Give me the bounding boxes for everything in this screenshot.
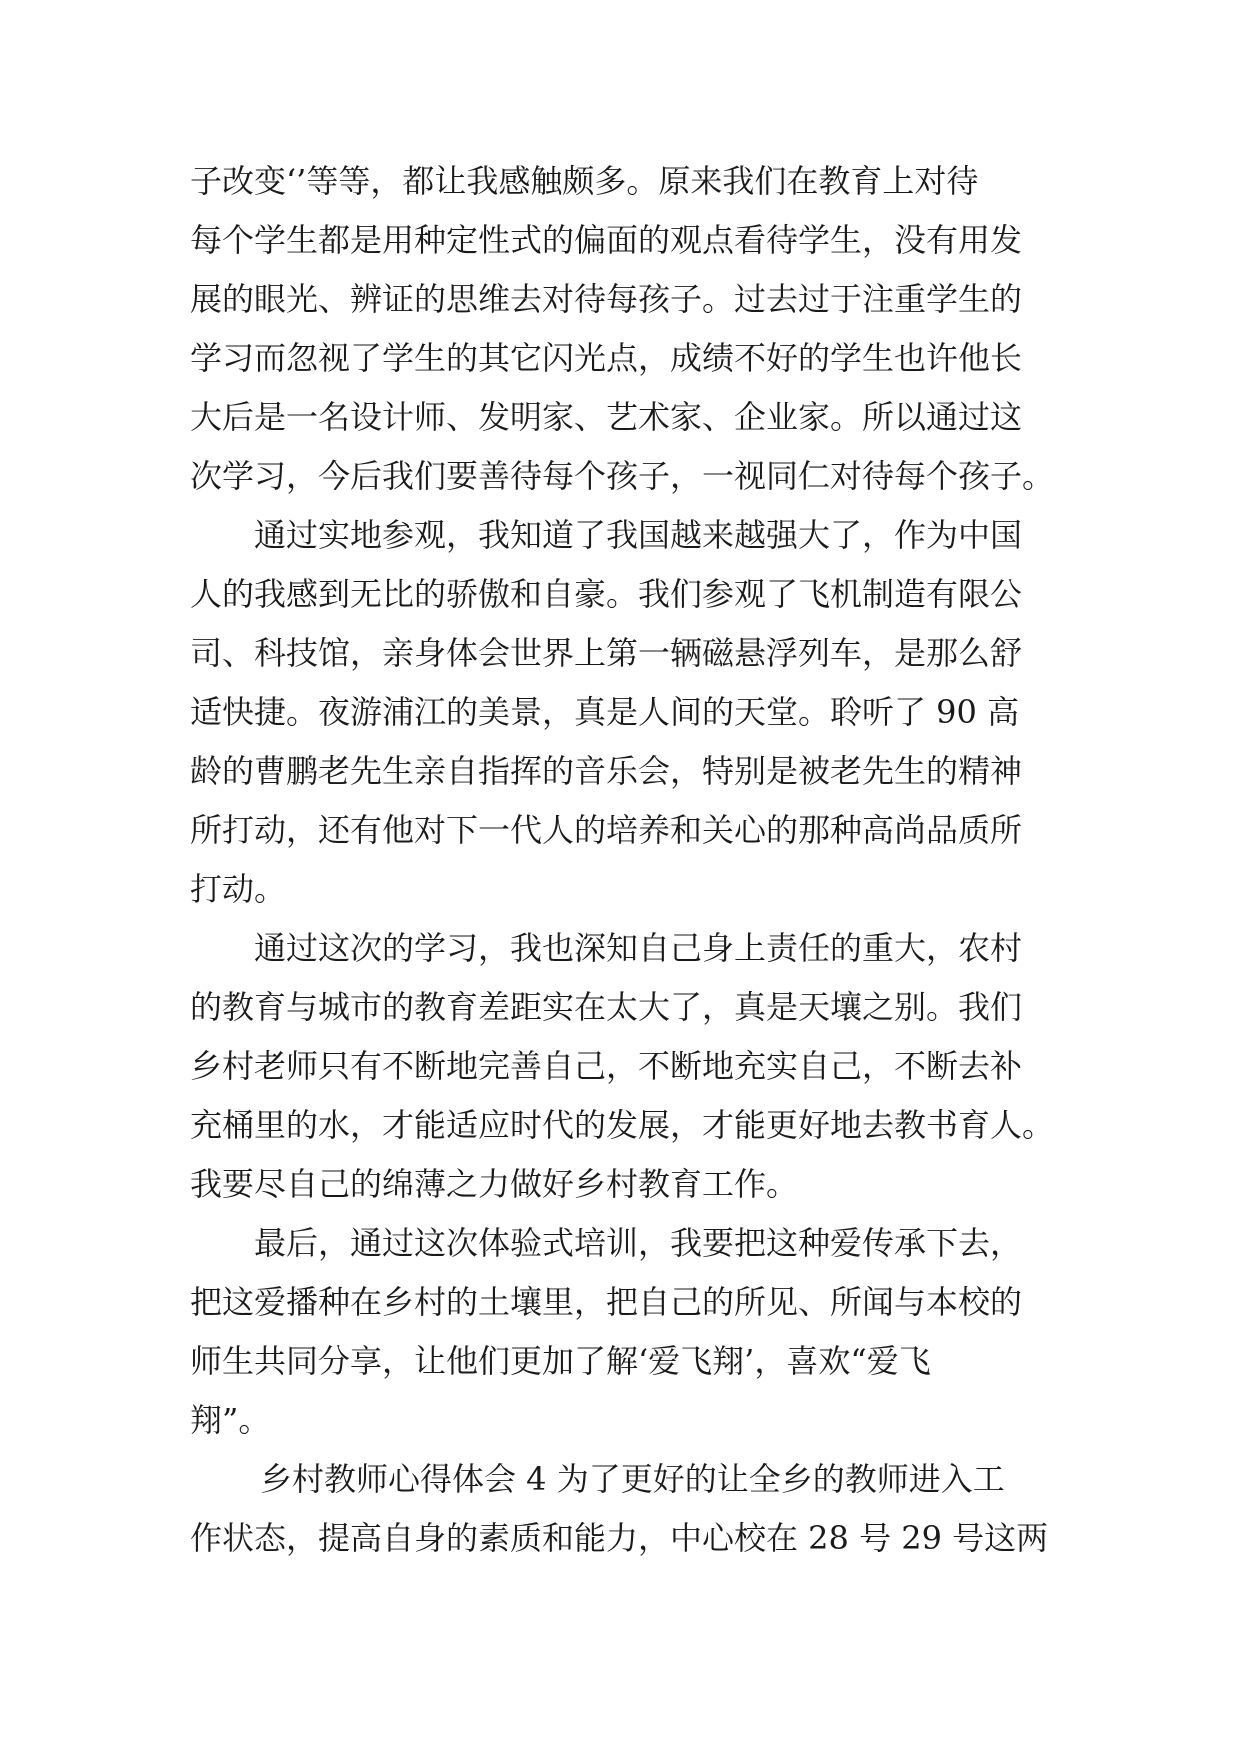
- text-line: 子改变‘’等等，都让我感触颇多。原来我们在教育上对待: [190, 162, 979, 200]
- text-line: 大后是一名设计师、发明家、艺术家、企业家。所以通过这: [190, 398, 1023, 436]
- text-line: 人的我感到无比的骄傲和自豪。我们参观了飞机制造有限公: [190, 575, 1023, 613]
- text-line: 展的眼光、辨证的思维去对待每孩子。过去过于注重学生的: [190, 280, 1023, 318]
- body-text: [190, 152, 1060, 1568]
- text-line: 的教育与城市的教育差距实在太大了，真是天壤之别。我们: [190, 988, 1023, 1026]
- text-line: 师生共同分享，让他们更加了解‘爱飞翔’，喜欢“爱飞: [190, 1342, 931, 1380]
- text-line: 适快捷。夜游浦江的美景，真是人间的天堂。聆听了 90 高: [190, 693, 1020, 731]
- text-line: 司、科技馆，亲身体会世界上第一辆磁悬浮列车，是那么舒: [190, 634, 1023, 672]
- text-line: 充桶里的水，才能适应时代的发展，才能更好地去教书育人。: [190, 1106, 1055, 1144]
- text-line: 所打动，还有他对下一代人的培养和关心的那种高尚品质所: [190, 811, 1023, 849]
- text-line: 乡村老师只有不断地完善自己，不断地充实自己，不断去补: [190, 1047, 1023, 1085]
- text-line: 我要尽自己的绵薄之力做好乡村教育工作。: [190, 1165, 799, 1203]
- text-line: 把这爱播种在乡村的土壤里，把自己的所见、所闻与本校的: [190, 1283, 1023, 1321]
- text-line: 翔”。: [190, 1401, 271, 1439]
- text-line: 打动。: [190, 870, 287, 908]
- text-line: 乡村教师心得体会 4 为了更好的让全乡的教师进入工: [260, 1460, 1005, 1498]
- text-line: 学习而忽视了学生的其它闪光点，成绩不好的学生也许他长: [190, 339, 1023, 377]
- text-line: 通过实地参观，我知道了我国越来越强大了，作为中国: [254, 516, 1023, 554]
- text-line: 每个学生都是用种定性式的偏面的观点看待学生，没有用发: [190, 221, 1023, 259]
- text-line: 最后，通过这次体验式培训，我要把这种爱传承下去，: [254, 1224, 1023, 1262]
- text-line: 通过这次的学习，我也深知自己身上责任的重大，农村: [254, 929, 1023, 967]
- text-line: 龄的曹鹏老先生亲自指挥的音乐会，特别是被老先生的精神: [190, 752, 1023, 790]
- text-line: 作状态，提高自身的素质和能力，中心校在 28 号 29 号这两: [190, 1519, 1049, 1557]
- text-line: 次学习，今后我们要善待每个孩子，一视同仁对待每个孩子。: [190, 457, 1055, 495]
